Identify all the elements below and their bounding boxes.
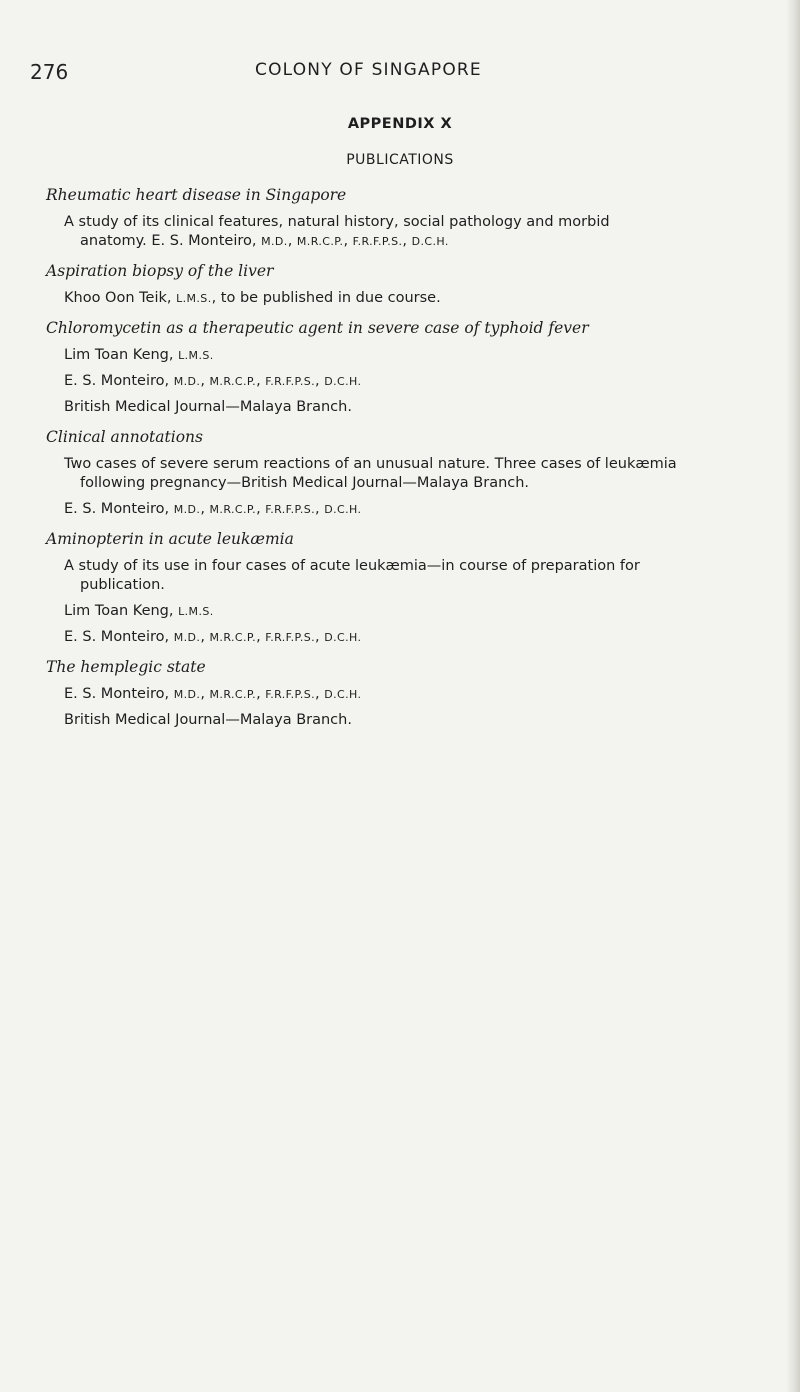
publication-detail bbox=[64, 500, 769, 519]
publication-entry bbox=[0, 656, 800, 730]
detail-line: British Medical Journal—Malaya Branch. bbox=[64, 712, 352, 728]
publication-detail bbox=[64, 398, 769, 417]
degree-abbreviation: F.R.F.P.S. bbox=[265, 688, 316, 701]
detail-line: E. S. Monteiro, M.D., M.R.C.P., F.R.F.P.S., D.C.H. bbox=[64, 686, 362, 702]
degree-abbreviation: D.C.H. bbox=[324, 688, 362, 701]
degree-abbreviation: M.D. bbox=[173, 631, 201, 644]
publication-list bbox=[0, 184, 800, 730]
detail-line: E. S. Monteiro, M.D., M.R.C.P., F.R.F.P.S., D.C.H. bbox=[64, 501, 362, 517]
degree-abbreviation: D.C.H. bbox=[324, 375, 362, 388]
degree-abbreviation: D.C.H. bbox=[324, 503, 362, 516]
degree-abbreviation: D.C.H. bbox=[411, 235, 449, 248]
publication-title: Clinical annotations bbox=[46, 428, 203, 446]
publication-title: Aspiration biopsy of the liver bbox=[46, 262, 274, 280]
detail-line: Lim Toan Keng, L.M.S. bbox=[64, 603, 214, 619]
degree-abbreviation: M.D. bbox=[261, 235, 288, 248]
publication-detail bbox=[64, 628, 769, 647]
degree-abbreviation: L.M.S. bbox=[178, 605, 214, 618]
publication-entry bbox=[0, 528, 800, 647]
publication-title: The hemplegic state bbox=[46, 658, 206, 676]
detail-line: E. S. Monteiro, M.D., M.R.C.P., F.R.F.P.S., D.C.H. bbox=[64, 629, 362, 645]
degree-abbreviation: M.R.C.P. bbox=[209, 631, 257, 644]
detail-continuation: publication. bbox=[80, 577, 165, 593]
publication-detail bbox=[64, 685, 769, 704]
degree-abbreviation: M.D. bbox=[173, 688, 201, 701]
degree-abbreviation: M.R.C.P. bbox=[296, 235, 344, 248]
detail-line: A study of its clinical features, natural history, social pathology and morbid bbox=[64, 214, 610, 230]
degree-abbreviation: M.R.C.P. bbox=[209, 503, 257, 516]
detail-line: Khoo Oon Teik, L.M.S., to be published in due course. bbox=[64, 290, 441, 306]
running-head: COLONY OF SINGAPORE bbox=[255, 60, 482, 80]
degree-abbreviation: F.R.F.P.S. bbox=[265, 631, 316, 644]
detail-continuation: following pregnancy—British Medical Journal—Malaya Branch. bbox=[80, 475, 530, 491]
publication-detail bbox=[64, 711, 769, 730]
degree-abbreviation: M.R.C.P. bbox=[209, 688, 257, 701]
publication-title: Aminopterin in acute leukæmia bbox=[46, 530, 294, 548]
publication-detail bbox=[64, 346, 769, 365]
detail-line: British Medical Journal—Malaya Branch. bbox=[64, 399, 352, 415]
publication-detail bbox=[64, 602, 769, 621]
publication-detail bbox=[64, 289, 769, 308]
publication-title: Chloromycetin as a therapeutic agent in severe case of typhoid fever bbox=[46, 319, 589, 337]
detail-line: Lim Toan Keng, L.M.S. bbox=[64, 347, 214, 363]
degree-abbreviation: D.C.H. bbox=[324, 631, 362, 644]
degree-abbreviation: F.R.F.P.S. bbox=[352, 235, 403, 248]
publication-entry bbox=[0, 184, 800, 251]
degree-abbreviation: F.R.F.P.S. bbox=[265, 375, 316, 388]
degree-abbreviation: L.M.S. bbox=[178, 349, 214, 362]
publication-detail bbox=[64, 213, 769, 251]
page-number: 276 bbox=[30, 60, 69, 84]
publication-detail bbox=[64, 372, 769, 391]
degree-abbreviation: L.M.S. bbox=[176, 292, 212, 305]
degree-abbreviation: M.D. bbox=[173, 375, 201, 388]
detail-continuation: anatomy. E. S. Monteiro, M.D., M.R.C.P., F.R.F.P.S., D.C.H. bbox=[80, 233, 449, 249]
degree-abbreviation: M.R.C.P. bbox=[209, 375, 257, 388]
publication-detail bbox=[64, 557, 769, 595]
appendix-title: APPENDIX X bbox=[347, 116, 453, 132]
publication-entry bbox=[0, 317, 800, 417]
publication-entry bbox=[0, 260, 800, 308]
publication-entry bbox=[0, 426, 800, 519]
degree-abbreviation: F.R.F.P.S. bbox=[265, 503, 316, 516]
publication-title: Rheumatic heart disease in Singapore bbox=[46, 186, 347, 204]
detail-line: A study of its use in four cases of acute leukæmia—in course of preparation for bbox=[64, 558, 640, 574]
page-header bbox=[0, 60, 800, 90]
section-title: PUBLICATIONS bbox=[346, 152, 454, 168]
publication-detail bbox=[64, 455, 769, 493]
degree-abbreviation: M.D. bbox=[173, 503, 201, 516]
detail-line: E. S. Monteiro, M.D., M.R.C.P., F.R.F.P.S., D.C.H. bbox=[64, 373, 362, 389]
detail-line: Two cases of severe serum reactions of an unusual nature. Three cases of leukæmia bbox=[64, 456, 677, 472]
